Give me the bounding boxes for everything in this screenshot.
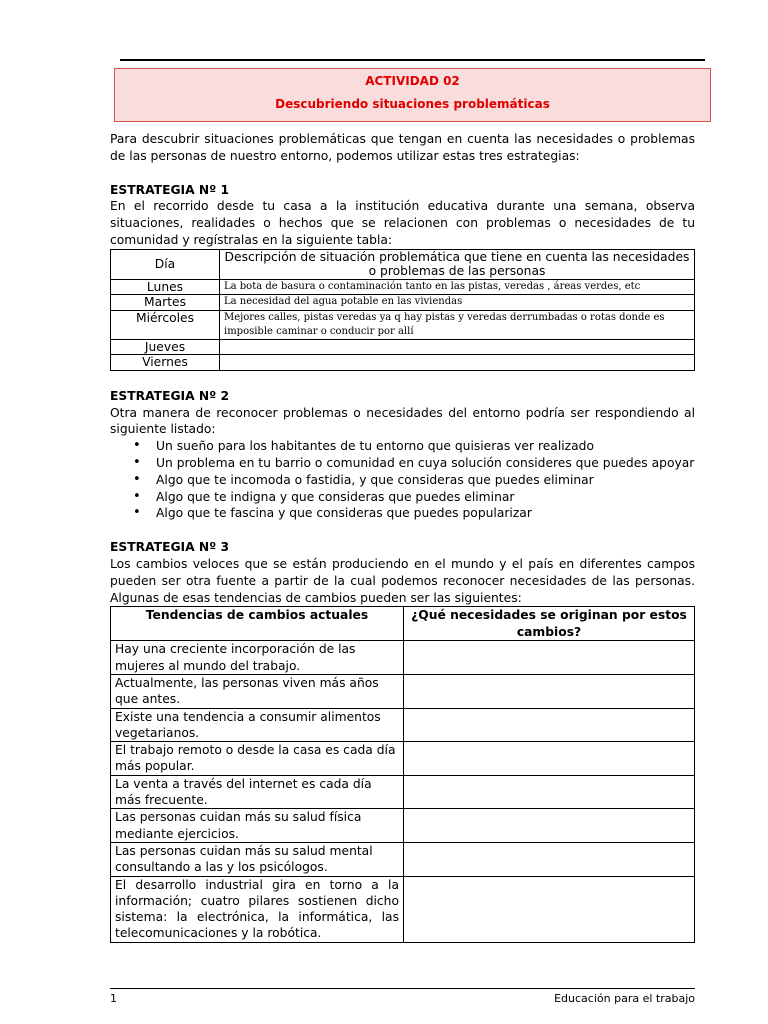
col-trend-header: Tendencias de cambios actuales xyxy=(111,607,404,641)
table-header-row xyxy=(111,249,695,279)
table-row xyxy=(111,742,695,776)
day-cell: Miércoles xyxy=(111,310,220,339)
desc-cell[interactable]: La bota de basura o contaminación tanto en las pistas, veredas , áreas verdes, etc xyxy=(220,279,695,295)
list-item: • Algo que te indigna y que consideras que puedes eliminar xyxy=(156,489,695,506)
trend-cell: Las personas cuidan más su salud física mediante ejercicios. xyxy=(111,809,404,843)
list-item: • Un problema en tu barrio o comunidad en cuya solución consideres que puedes apoyar xyxy=(156,455,695,472)
strategy3-table xyxy=(110,606,695,942)
strategy1-table xyxy=(110,249,695,371)
needs-cell[interactable] xyxy=(404,809,695,843)
strategy3-heading: ESTRATEGIA Nº 3 xyxy=(110,540,229,555)
table-row xyxy=(111,339,695,355)
desc-cell[interactable] xyxy=(220,339,695,355)
needs-cell[interactable] xyxy=(404,708,695,742)
table-row xyxy=(111,641,695,675)
needs-cell[interactable] xyxy=(404,641,695,675)
needs-cell[interactable] xyxy=(404,876,695,942)
table-row xyxy=(111,355,695,371)
strategy1-text: En el recorrido desde tu casa a la institución educativa durante una semana, observa situaciones, realidades o hechos que se relacionen con problemas o necesidades de tu comunidad y regístralas en la siguiente tabla: xyxy=(110,199,695,247)
trend-cell: El trabajo remoto o desde la casa es cada día más popular. xyxy=(111,742,404,776)
table-row xyxy=(111,295,695,311)
table-row xyxy=(111,310,695,339)
activity-title: ACTIVIDAD 02 xyxy=(365,74,460,88)
col-desc-header: Descripción de situación problemática que tiene en cuenta las necesidades o problemas de las personas xyxy=(220,249,695,279)
strategy2-list xyxy=(110,438,695,522)
document-body xyxy=(110,131,695,943)
page-number: 1 xyxy=(110,992,117,1005)
needs-cell[interactable] xyxy=(404,742,695,776)
trend-cell: El desarrollo industrial gira en torno a la información; cuatro pilares sostienen dicho sistema: la electrónica, la informática, las telecomunicaciones y la robótica. xyxy=(111,876,404,942)
table-row xyxy=(111,809,695,843)
strategy1-heading: ESTRATEGIA Nº 1 xyxy=(110,182,229,197)
desc-cell[interactable] xyxy=(220,355,695,371)
list-item: • Un sueño para los habitantes de tu entorno que quisieras ver realizado xyxy=(156,438,695,455)
trend-cell: Actualmente, las personas viven más años que antes. xyxy=(111,674,404,708)
activity-header xyxy=(114,68,711,122)
col-needs-header: ¿Qué necesidades se originan por estos cambios? xyxy=(404,607,695,641)
desc-cell[interactable]: La necesidad del agua potable en las viviendas xyxy=(220,295,695,311)
trend-cell: La venta a través del internet es cada día más frecuente. xyxy=(111,775,404,809)
table-row xyxy=(111,279,695,295)
needs-cell[interactable] xyxy=(404,775,695,809)
table-row xyxy=(111,775,695,809)
day-cell: Jueves xyxy=(111,339,220,355)
footer-course: Educación para el trabajo xyxy=(554,992,695,1005)
activity-subtitle: Descubriendo situaciones problemáticas xyxy=(275,97,550,111)
day-cell: Lunes xyxy=(111,279,220,295)
col-day-header: Día xyxy=(111,249,220,279)
day-cell: Viernes xyxy=(111,355,220,371)
trend-cell: Las personas cuidan más su salud mental consultando a las y los psicólogos. xyxy=(111,842,404,876)
strategy3-text: Los cambios veloces que se están produciendo en el mundo y el país en diferentes campos pueden ser otra fuente a partir de la cual podemos reconocer necesidades de las personas. Algunas de esas tendencias de cambios pueden ser las siguientes: xyxy=(110,556,695,605)
table-row xyxy=(111,674,695,708)
table-row xyxy=(111,876,695,942)
day-cell: Martes xyxy=(111,295,220,311)
top-rule xyxy=(120,59,705,61)
trend-cell: Existe una tendencia a consumir alimentos vegetarianos. xyxy=(111,708,404,742)
footer-rule xyxy=(110,988,695,989)
strategy2-text: Otra manera de reconocer problemas o necesidades del entorno podría ser respondiendo al siguiente listado: xyxy=(110,405,695,437)
intro-text: Para descubrir situaciones problemáticas que tengan en cuenta las necesidades o problemas de las personas de nuestro entorno, podemos utilizar estas tres estrategias: xyxy=(110,132,695,163)
desc-cell[interactable]: Mejores calles, pistas veredas ya q hay pistas y veredas derrumbadas o rotas donde es imposible caminar o conducir por allí xyxy=(220,310,695,339)
needs-cell[interactable] xyxy=(404,674,695,708)
table-header-row xyxy=(111,607,695,641)
strategy2-heading: ESTRATEGIA Nº 2 xyxy=(110,388,229,403)
list-item: • Algo que te fascina y que consideras que puedes popularizar xyxy=(156,505,695,522)
trend-cell: Hay una creciente incorporación de las mujeres al mundo del trabajo. xyxy=(111,641,404,675)
table-row xyxy=(111,708,695,742)
needs-cell[interactable] xyxy=(404,842,695,876)
list-item: • Algo que te incomoda o fastidia, y que consideras que puedes eliminar xyxy=(156,472,695,489)
table-row xyxy=(111,842,695,876)
